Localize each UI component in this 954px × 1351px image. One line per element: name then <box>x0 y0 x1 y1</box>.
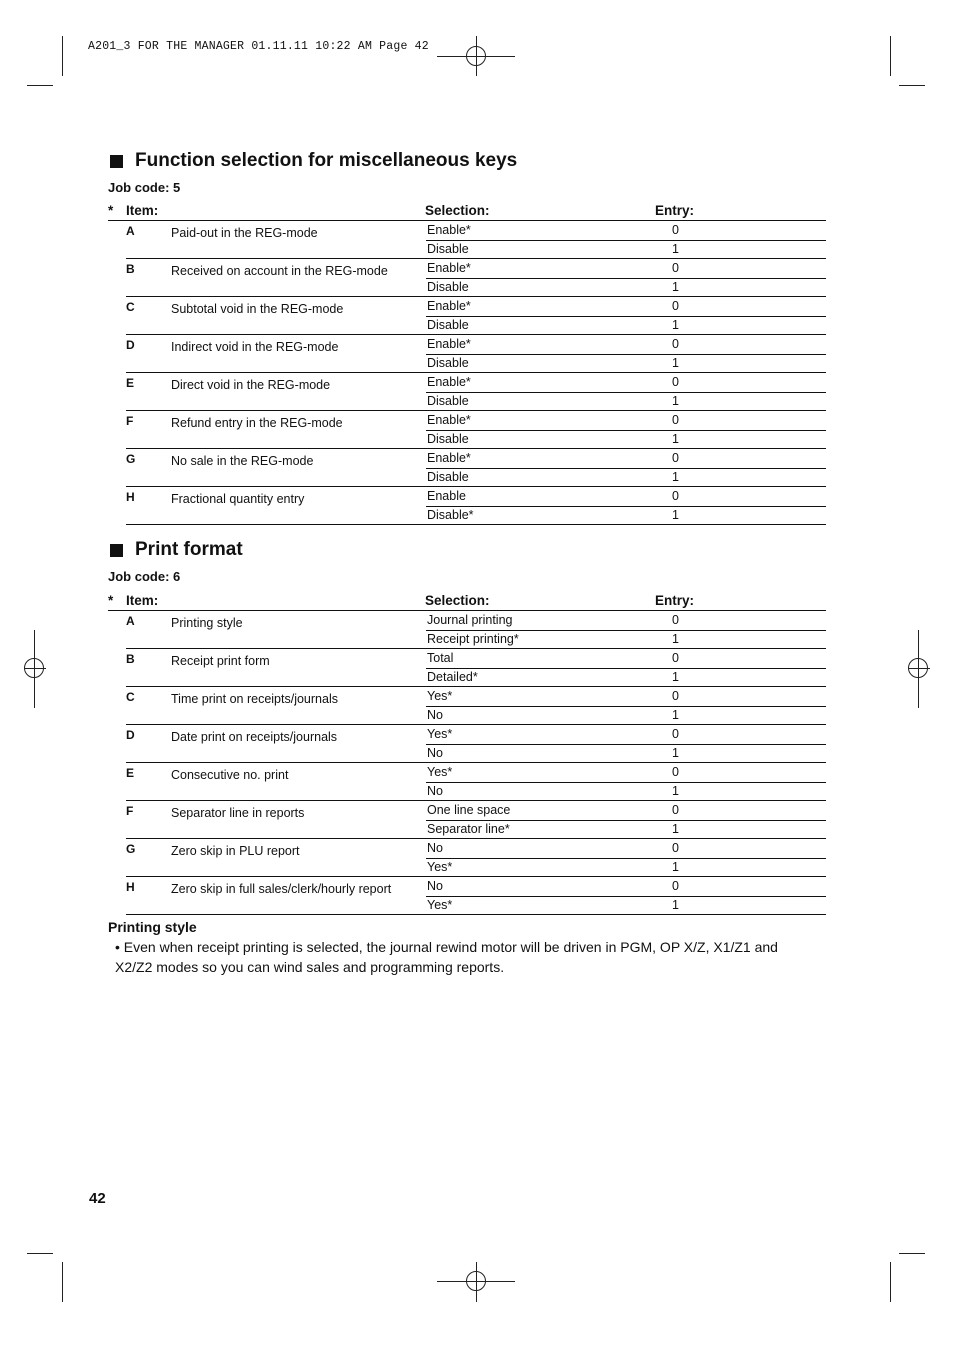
item-label: Zero skip in PLU report <box>171 844 300 858</box>
section-title-text: Print format <box>135 539 243 560</box>
row-letter: D <box>126 338 135 352</box>
column-header-item: Item: <box>126 593 159 608</box>
row-letter: E <box>126 376 135 390</box>
table-header <box>108 595 826 611</box>
selection-value: Enable* <box>427 451 471 465</box>
option-row <box>426 392 826 411</box>
selection-value: Yes* <box>427 727 453 741</box>
option-row <box>426 335 826 355</box>
entry-value: 1 <box>672 707 679 722</box>
table-row <box>126 877 826 915</box>
entry-value: 1 <box>672 859 679 874</box>
selection-value: Journal printing <box>427 613 513 627</box>
selection-value: Disable <box>427 355 469 370</box>
table-row <box>126 297 826 335</box>
row-letter: G <box>126 452 136 466</box>
entry-value: 0 <box>672 879 679 893</box>
row-letter: H <box>126 490 135 504</box>
item-label: Consecutive no. print <box>171 768 289 782</box>
selection-value: Yes* <box>427 859 453 874</box>
table-row <box>126 259 826 297</box>
table-row <box>126 221 826 259</box>
selection-value: Enable <box>427 489 466 503</box>
selection-value: Enable* <box>427 337 471 351</box>
row-letter: E <box>126 766 135 780</box>
section-title-print-format <box>110 539 243 561</box>
entry-value: 1 <box>672 241 679 256</box>
item-label: Time print on receipts/journals <box>171 692 338 706</box>
option-row <box>426 506 826 525</box>
option-row <box>426 297 826 317</box>
selection-value: Disable <box>427 431 469 446</box>
note-bullet: • Even when receipt printing is selected, the journal rewind motor will be driven in PGM, OP X/Z, X1/Z1 and X2/Z2 modes so you can wind sales and programming reports. <box>115 939 778 975</box>
selection-value: Yes* <box>427 765 453 779</box>
item-label: Paid-out in the REG-mode <box>171 226 318 240</box>
section-title-text: Function selection for miscellaneous keys <box>135 150 518 171</box>
column-header-item: Item: <box>126 203 159 218</box>
item-label: Subtotal void in the REG-mode <box>171 302 344 316</box>
entry-value: 1 <box>672 279 679 294</box>
item-label: Receipt print form <box>171 654 270 668</box>
table-row <box>126 373 826 411</box>
option-row <box>426 820 826 839</box>
entry-value: 0 <box>672 413 679 427</box>
row-letter: B <box>126 652 135 666</box>
column-header-selection: Selection: <box>425 593 490 608</box>
option-row <box>426 240 826 259</box>
option-row <box>426 725 826 745</box>
entry-value: 1 <box>672 355 679 370</box>
selection-value: Enable* <box>427 261 471 275</box>
option-row <box>426 706 826 725</box>
selection-value: Detailed* <box>427 669 478 684</box>
entry-value: 1 <box>672 469 679 484</box>
option-row <box>426 468 826 487</box>
item-label: Date print on receipts/journals <box>171 730 338 744</box>
entry-value: 0 <box>672 689 679 703</box>
settings-table <box>108 205 826 525</box>
column-header-entry: Entry: <box>655 203 695 218</box>
entry-value: 0 <box>672 451 679 465</box>
entry-value: 1 <box>672 317 679 332</box>
page-number: 42 <box>89 1190 106 1207</box>
item-label: Fractional quantity entry <box>171 492 305 506</box>
entry-value: 0 <box>672 337 679 351</box>
option-row <box>426 487 826 507</box>
entry-value: 0 <box>672 261 679 275</box>
entry-value: 0 <box>672 613 679 627</box>
selection-value: Disable* <box>427 507 474 522</box>
table-row <box>126 487 826 525</box>
settings-table <box>108 595 826 915</box>
selection-value: No <box>427 879 443 893</box>
option-row <box>426 411 826 431</box>
option-row <box>426 630 826 649</box>
square-bullet-icon <box>110 544 123 557</box>
selection-value: Disable <box>427 279 469 294</box>
row-letter: B <box>126 262 135 276</box>
entry-value: 1 <box>672 431 679 446</box>
option-row <box>426 687 826 707</box>
option-row <box>426 649 826 669</box>
row-letter: D <box>126 728 135 742</box>
entry-value: 0 <box>672 489 679 503</box>
item-label: Direct void in the REG-mode <box>171 378 331 392</box>
entry-value: 1 <box>672 393 679 408</box>
entry-value: 0 <box>672 375 679 389</box>
section-title-misc-keys <box>110 150 517 172</box>
selection-value: No <box>427 783 443 798</box>
default-marker: * <box>108 203 114 218</box>
item-label: Separator line in reports <box>171 806 305 820</box>
selection-value: No <box>427 745 443 760</box>
row-letter: F <box>126 804 134 818</box>
row-letter: C <box>126 300 135 314</box>
selection-value: Disable <box>427 469 469 484</box>
entry-value: 0 <box>672 765 679 779</box>
column-header-selection: Selection: <box>425 203 490 218</box>
selection-value: Enable* <box>427 299 471 313</box>
table-row <box>126 649 826 687</box>
entry-value: 1 <box>672 897 679 912</box>
option-row <box>426 221 826 241</box>
option-row <box>426 839 826 859</box>
option-row <box>426 316 826 335</box>
entry-value: 0 <box>672 299 679 313</box>
selection-value: Receipt printing* <box>427 631 519 646</box>
selection-value: No <box>427 841 443 855</box>
selection-value: Separator line* <box>427 821 510 836</box>
table-row <box>126 801 826 839</box>
selection-value: Yes* <box>427 689 453 703</box>
table-row <box>126 449 826 487</box>
option-row <box>426 449 826 469</box>
option-row <box>426 877 826 897</box>
option-row <box>426 763 826 783</box>
row-letter: C <box>126 690 135 704</box>
selection-value: Disable <box>427 241 469 256</box>
entry-value: 1 <box>672 507 679 522</box>
selection-value: Disable <box>427 393 469 408</box>
option-row <box>426 354 826 373</box>
selection-value: Disable <box>427 317 469 332</box>
item-label: No sale in the REG-mode <box>171 454 314 468</box>
entry-value: 1 <box>672 783 679 798</box>
entry-value: 1 <box>672 631 679 646</box>
selection-value: Enable* <box>427 413 471 427</box>
row-letter: A <box>126 614 135 628</box>
entry-value: 1 <box>672 669 679 684</box>
default-marker: * <box>108 593 114 608</box>
option-row <box>426 896 826 915</box>
row-letter: F <box>126 414 134 428</box>
entry-value: 0 <box>672 651 679 665</box>
note-title: Printing style <box>108 919 197 935</box>
entry-value: 0 <box>672 803 679 817</box>
entry-value: 0 <box>672 841 679 855</box>
square-bullet-icon <box>110 155 123 168</box>
item-label: Indirect void in the REG-mode <box>171 340 339 354</box>
job-code: Job code: 5 <box>108 180 181 195</box>
row-letter: G <box>126 842 136 856</box>
selection-value: Enable* <box>427 223 471 237</box>
option-row <box>426 278 826 297</box>
option-row <box>426 259 826 279</box>
option-row <box>426 611 826 631</box>
print-header: A201_3 FOR THE MANAGER 01.11.11 10:22 AM Page 42 <box>88 40 429 53</box>
option-row <box>426 744 826 763</box>
job-code: Job code: 6 <box>108 569 181 584</box>
option-row <box>426 801 826 821</box>
entry-value: 1 <box>672 821 679 836</box>
table-header <box>108 205 826 221</box>
table-row <box>126 725 826 763</box>
item-label: Received on account in the REG-mode <box>171 264 388 278</box>
row-letter: A <box>126 224 135 238</box>
option-row <box>426 430 826 449</box>
option-row <box>426 858 826 877</box>
item-label: Zero skip in full sales/clerk/hourly report <box>171 882 392 896</box>
selection-value: Yes* <box>427 897 453 912</box>
option-row <box>426 668 826 687</box>
selection-value: One line space <box>427 803 511 817</box>
item-label: Refund entry in the REG-mode <box>171 416 343 430</box>
column-header-entry: Entry: <box>655 593 695 608</box>
item-label: Printing style <box>171 616 243 630</box>
table-row <box>126 411 826 449</box>
entry-value: 0 <box>672 223 679 237</box>
table-row <box>126 335 826 373</box>
table-row <box>126 839 826 877</box>
row-letter: H <box>126 880 135 894</box>
option-row <box>426 373 826 393</box>
selection-value: No <box>427 707 443 722</box>
table-row <box>126 687 826 725</box>
entry-value: 0 <box>672 727 679 741</box>
table-row <box>126 763 826 801</box>
table-row <box>126 611 826 649</box>
option-row <box>426 782 826 801</box>
selection-value: Enable* <box>427 375 471 389</box>
entry-value: 1 <box>672 745 679 760</box>
selection-value: Total <box>427 651 454 665</box>
